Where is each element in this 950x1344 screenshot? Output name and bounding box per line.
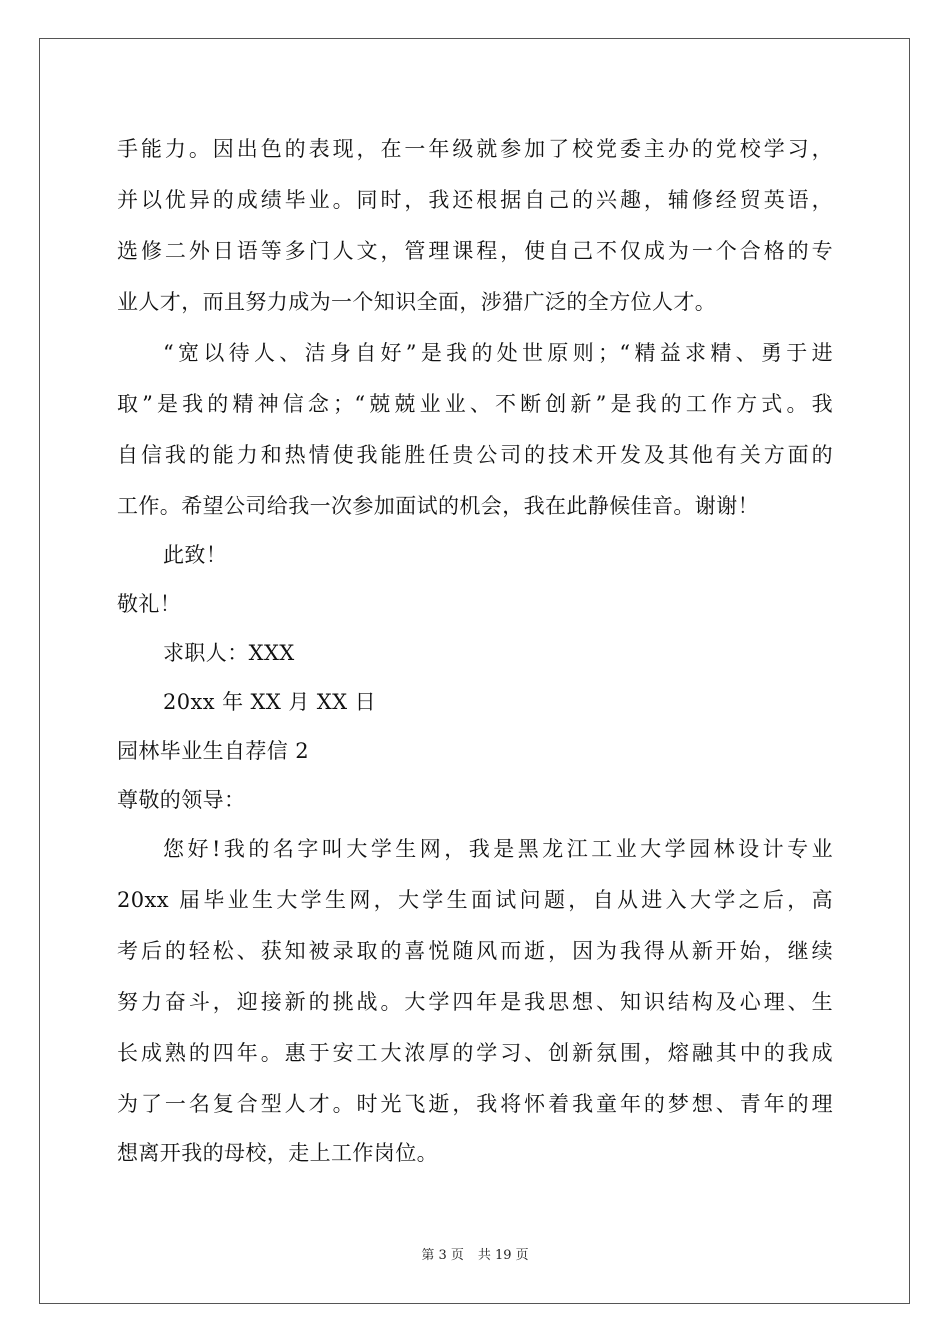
text-line: 您好!我的名字叫大学生网，我是黑龙江工业大学园林设计专业	[163, 837, 833, 861]
closing-salutation: 此致！	[163, 543, 228, 567]
text-line: 努力奋斗，迎接新的挑战。大学四年是我思想、知识结构及心理、生	[117, 990, 833, 1014]
page-total: 共 19 页	[477, 1248, 529, 1263]
text-line: 取”是我的精神信念；“兢兢业业、不断创新”是我的工作方式。我	[117, 392, 833, 416]
text-line: 想离开我的母校，走上工作岗位。	[117, 1141, 438, 1165]
greeting: 尊敬的领导：	[117, 788, 246, 812]
text-line: 选修二外日语等多门人文，管理课程，使自己不仅成为一个合格的专	[117, 239, 833, 263]
text-line: 工作。希望公司给我一次参加面试的机会，我在此静候佳音。谢谢！	[117, 494, 759, 518]
closing-regards: 敬礼！	[117, 592, 182, 616]
text-line: 考后的轻松、获知被录取的喜悦随风而逝，因为我得从新开始，继续	[117, 939, 833, 963]
text-line: 长成熟的四年。惠于安工大浓厚的学习、创新氛围，熔融其中的我成	[117, 1041, 833, 1065]
text-line: 自信我的能力和热情使我能胜任贵公司的技术开发及其他有关方面的	[117, 443, 833, 467]
page-footer	[0, 1247, 950, 1265]
text-line: 20xx 届毕业生大学生网，大学生面试问题，自从进入大学之后，高	[117, 888, 833, 912]
applicant-signature: 求职人：XXX	[163, 641, 295, 665]
text-line: 业人才，而且努力成为一个知识全面，涉猎广泛的全方位人才。	[117, 290, 717, 314]
text-line: 并以优异的成绩毕业。同时，我还根据自己的兴趣，辅修经贸英语，	[117, 188, 833, 212]
page-number: 第 3 页	[421, 1248, 464, 1263]
section-title: 园林毕业生自荐信 2	[117, 739, 310, 763]
text-line: 手能力。因出色的表现，在一年级就参加了校党委主办的党校学习，	[117, 137, 833, 161]
text-line: 为了一名复合型人才。时光飞逝，我将怀着我童年的梦想、青年的理	[117, 1092, 833, 1116]
text-line: “宽以待人、洁身自好”是我的处世原则；“精益求精、勇于进	[163, 341, 833, 365]
letter-date: 20xx 年 XX 月 XX 日	[163, 690, 376, 714]
